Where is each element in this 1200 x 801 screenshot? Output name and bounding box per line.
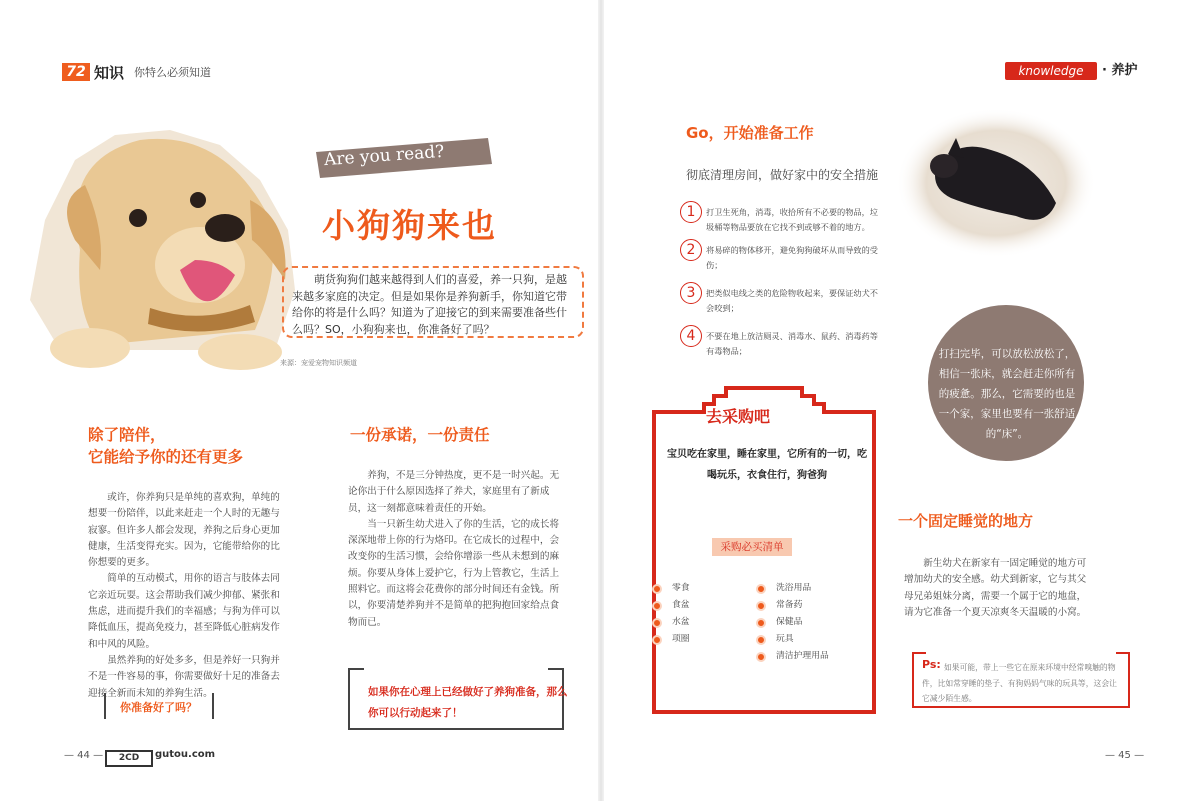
col1-paragraph: 虽然养狗的好处多多，但是养好一只狗并不是一件容易的事，你需要做好十足的准备去迎接全新而未知的养狗生活。	[88, 654, 280, 699]
step-text: 把类似电线之类的危险物收起来，要保证幼犬不会咬到；	[706, 288, 878, 313]
list-item-label: 保健品	[776, 617, 803, 627]
step-text: 不要在地上放洁厕灵、消毒水、鼠药、消毒药等有毒物品；	[706, 331, 878, 356]
bullet-icon	[652, 618, 662, 628]
list-item	[652, 614, 690, 631]
step-number: 3	[680, 282, 702, 304]
bullet-icon	[652, 635, 662, 645]
shopping-list-right	[756, 580, 829, 665]
logo-subtitle: 你特么必须知道	[134, 66, 212, 79]
list-item	[756, 580, 829, 597]
step-number: 1	[680, 201, 702, 223]
bullet-icon	[756, 635, 766, 645]
callout-text: 如果你在心理上已经做好了养狗准备，那么你可以行动起来了！	[368, 686, 568, 719]
list-item-label: 项圈	[672, 634, 690, 644]
step-number: 2	[680, 239, 702, 261]
list-item	[652, 597, 690, 614]
page-gutter	[598, 0, 604, 801]
list-item-label: 玩具	[776, 634, 794, 644]
step-item	[680, 205, 880, 235]
col2-paragraph: 养狗，不是三分钟热度，更不是一时兴起。无论你出于什么原因选择了养犬，家庭里有了新成员，这一刻都意味着责任的开始。	[348, 470, 560, 514]
photo-source: 来源：宠爱宠物知识频道	[280, 359, 357, 367]
bullet-icon	[652, 584, 662, 594]
col2-body	[348, 468, 560, 631]
rest-bubble-text: 打扫完毕，可以放松放松了，相信一张床，就会赶走你所有的疲惫。那么，它需要的也是一个家，家里也要有一张舒适的“床”。	[938, 348, 1076, 440]
col1-body	[88, 490, 288, 702]
col1-paragraph: 或许，你养狗只是单纯的喜欢狗，单纯的想要一份陪伴，以此来赶走一个人时的无趣与寂寥。但许多人都会发现，养狗之后身心更加健康，生活变得充实。因为，它能带给你的比你想要的更多。	[88, 492, 280, 569]
list-item	[652, 580, 690, 597]
bullet-icon	[652, 601, 662, 611]
list-item-label: 食盆	[672, 600, 690, 610]
step-item	[680, 286, 880, 316]
list-item	[756, 614, 829, 631]
golden-retriever-puppy-photo	[20, 100, 320, 370]
go-title: Go，开始准备工作	[686, 124, 814, 142]
are-you-read-label: Are you read?	[323, 141, 445, 171]
bullet-icon	[756, 652, 766, 662]
footer-url: gutou.com	[155, 749, 216, 760]
bed-title: 一个固定睡觉的地方	[898, 512, 1034, 530]
logo-word: 知识	[94, 63, 125, 82]
list-item	[756, 648, 829, 665]
ps-label: Ps:	[922, 658, 941, 671]
bed-paragraph: 新生幼犬在新家有一固定睡觉的地方可增加幼犬的安全感。幼犬到新家，它与其父母兄弟姐妹分离，需要一个属于它的地盘，请为它准备一个夏天凉爽冬天温暖的小窝。	[904, 558, 1087, 618]
shopping-desc: 宝贝吃在家里，睡在家里，它所有的一切，吃喝玩乐，衣食住行，狗爸狗	[667, 449, 867, 481]
bullet-icon	[756, 584, 766, 594]
list-item	[652, 631, 690, 648]
list-item	[756, 631, 829, 648]
step-number: 4	[680, 325, 702, 347]
list-item-label: 清洁护理用品	[776, 651, 829, 661]
col1-paragraph: 简单的互动模式，用你的语言与肢体去同它亲近玩耍。这会帮助我们减少抑郁、紧张和焦虑，进而提升我们的幸福感；与狗为伴可以降低血压，提高免疫力，甚至降低心脏病发作和中风的风险。	[88, 573, 280, 650]
list-item-label: 零食	[672, 583, 690, 593]
col1-title-line2: 它能给予你的还有更多	[88, 448, 244, 466]
step-text: 打卫生死角，消毒，收拾所有不必要的物品，垃圾桶等物品要放在它找不到或够不着的地方。	[706, 207, 878, 232]
list-item-label: 洗浴用品	[776, 583, 812, 593]
hero-title: 小狗狗来也	[322, 206, 497, 245]
step-item	[680, 329, 880, 359]
section-name: · 养护	[1102, 63, 1138, 78]
step-text: 将易碎的物体移开，避免狗狗破坏从而导致的受伤；	[706, 245, 878, 270]
col1-title	[88, 424, 243, 468]
list-item-label: 水盆	[672, 617, 690, 627]
knowledge-badge: knowledge	[1005, 62, 1097, 80]
col2-title: 一份承诺，一份责任	[350, 426, 490, 444]
bullet-icon	[756, 601, 766, 611]
footer-logo: 2CD	[105, 750, 153, 767]
step-item	[680, 243, 880, 273]
page-number-right: — 45 —	[1105, 750, 1145, 761]
black-puppy-on-fur-photo	[896, 108, 1096, 258]
ps-text: 如果可能，带上一些它在原来环境中经常嗅触的物件，比如常穿睡的垫子、有狗妈妈气味的玩具等，这会让它减少陌生感。	[922, 663, 1117, 703]
intro-box	[282, 266, 584, 338]
bullet-icon	[756, 618, 766, 628]
question-text: 你准备好了吗？	[120, 701, 197, 714]
logo-mark: 72	[62, 63, 90, 81]
col1-title-line1: 除了陪伴，	[88, 426, 166, 444]
bed-body	[904, 556, 1090, 621]
page-number-left: — 44 —	[64, 750, 104, 761]
list-item-label: 常备药	[776, 600, 803, 610]
col2-paragraph: 当一只新生幼犬进入了你的生活，它的成长将深深地带上你的行为烙印。在它成长的过程中，会改变你的生活习惯，会给你增添一些从未想到的麻烦。你要从身体上爱护它，行为上管教它，生活上照料它。而这将会花费你的部分时间还有金钱。所以，你要清楚养狗并不是简单的把狗抱回家给点食物而已。	[348, 518, 560, 628]
magazine-logo	[62, 62, 211, 82]
list-item	[756, 597, 829, 614]
go-subtitle: 彻底清理房间，做好家中的安全措施	[686, 168, 879, 182]
intro-text: 萌货狗狗们越来越得到人们的喜爱，养一只狗，是越来越多家庭的决定。但是如果你是养狗新手，你知道它带给你的将是什么吗？知道为了迎接它的到来需要准备些什么吗？SO，小狗狗来也，你准备好了吗？	[292, 273, 567, 336]
shopping-title: 去采购吧	[706, 407, 771, 426]
shopping-list-title: 采购必买清单	[712, 538, 792, 556]
shopping-list-left	[652, 580, 690, 648]
